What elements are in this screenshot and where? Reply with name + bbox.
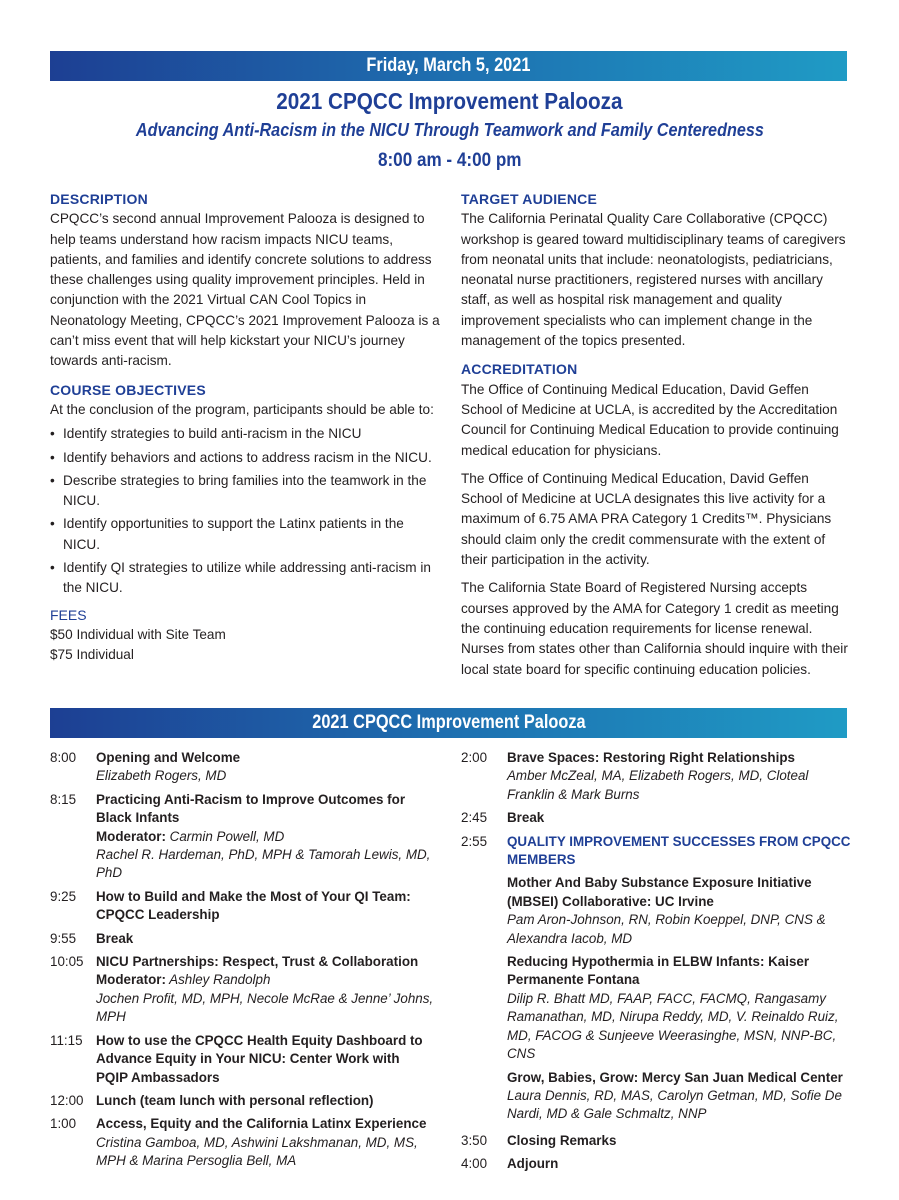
event-title: 2021 CPQCC Improvement Palooza (276, 88, 623, 114)
agenda-time: 11:15 (50, 1032, 83, 1048)
agenda-title: Opening and Welcome (96, 750, 241, 765)
qi-session (461, 874, 851, 948)
qi-session-title: Mother And Baby Substance Exposure Initiative (MBSEI) Collaborative: UC Irvine (507, 875, 812, 909)
qi-session-speakers: Laura Dennis, RD, MAS, Carolyn Getman, MD, Sofie De Nardi, MD & Gale Schmaltz, NNP (507, 1087, 842, 1122)
agenda-moderator: Moderator: Carmin Powell, MD (96, 828, 285, 844)
agenda-time: 2:00 (461, 750, 488, 765)
agenda-time: 8:15 (50, 791, 77, 807)
agenda-item (461, 1155, 851, 1173)
event-date: Friday, March 5, 2021 (366, 55, 531, 76)
qi-session (461, 953, 851, 1063)
agenda-title: Access, Equity and the California Latinx Experience (96, 1116, 427, 1132)
agenda-item (50, 953, 435, 1027)
accreditation-paragraph: The California State Board of Registered Nursing accepts courses approved by the AMA for Category 1 credit as meeting the continuing education requirements for license renewal. Nurses from states other than California should inquire with their local state board for specific continuing education policies. (461, 580, 848, 677)
agenda-speakers: Jochen Profit, MD, MPH, Necole McRae & Jenne’ Johns, MPH (96, 990, 434, 1025)
agenda-left-column (50, 749, 435, 1176)
qi-session-speakers: Dilip R. Bhatt MD, FAAP, FACC, FACMQ, Rangasamy Ramanathan, MD, Nirupa Reddy, MD, V. Reinaldo Ruiz, MD, FACOG & Sunjeeve Weerasinghe, MSN, NNP-BC, CNS (507, 990, 839, 1062)
agenda-speakers: Elizabeth Rogers, MD (96, 768, 227, 784)
objective-item: • Identify QI strategies to utilize while addressing anti-racism in the NICU. (50, 558, 440, 599)
agenda-item (50, 888, 435, 925)
agenda-item (461, 1132, 851, 1150)
agenda-time: 3:50 (461, 1132, 488, 1148)
objectives-intro: At the conclusion of the program, participants should be able to: (50, 401, 434, 417)
agenda-time: 9:55 (50, 930, 77, 946)
agenda-item (50, 1032, 435, 1087)
agenda-moderator: Moderator: Ashley Randolph (96, 972, 271, 988)
accreditation-paragraph: The Office of Continuing Medical Education, David Geffen School of Medicine at UCLA, is accredited by the Accreditation Council for Continuing Medical Education to provide continuing medical education for physicians. (461, 381, 839, 458)
event-subtitle: Advancing Anti-Racism in the NICU Through Teamwork and Family Centeredness (135, 120, 764, 140)
left-info-column (50, 189, 440, 666)
objectives-heading: COURSE OBJECTIVES (50, 381, 206, 398)
objective-item: • Identify behaviors and actions to address racism in the NICU. (50, 448, 440, 468)
agenda-speakers: Amber McZeal, MA, Elizabeth Rogers, MD, Cloteal Franklin & Mark Burns (507, 768, 809, 802)
qi-session-speakers: Pam Aron-Johnson, RN, Robin Koeppel, DNP, CNS & Alexandra Iacob, MD (507, 912, 826, 946)
agenda-title: NICU Partnerships: Respect, Trust & Collaboration (96, 954, 419, 970)
agenda-time: 1:00 (50, 1116, 77, 1132)
agenda-title: Practicing Anti-Racism to Improve Outcomes for Black Infants (96, 791, 406, 826)
fees-heading: FEES (50, 606, 87, 623)
agenda-title: How to Build and Make the Most of Your QI Team: CPQCC Leadership (96, 888, 411, 923)
objective-item: • Identify strategies to build anti-racism in the NICU (50, 424, 440, 444)
agenda-time: 9:25 (50, 888, 77, 904)
agenda-time: 4:00 (461, 1156, 488, 1172)
qi-session-title: Reducing Hypothermia in ELBW Infants: Kaiser Permanente Fontana (507, 954, 810, 988)
agenda-speakers: Rachel R. Hardeman, PhD, MPH & Tamorah Lewis, MD, PhD (96, 847, 431, 881)
agenda-title: Closing Remarks (507, 1132, 617, 1148)
agenda-title: Brave Spaces: Restoring Right Relationships (507, 750, 795, 765)
agenda-item (461, 833, 851, 870)
agenda-item (50, 1115, 435, 1170)
qi-section-title: QUALITY IMPROVEMENT SUCCESSES FROM CPQCC MEMBERS (507, 833, 851, 868)
agenda-item (50, 749, 435, 786)
agenda-speakers: Cristina Gamboa, MD, Ashwini Lakshmanan, MD, MS, MPH & Marina Persoglia Bell, MA (96, 1134, 418, 1169)
agenda-title: Adjourn (507, 1156, 559, 1172)
qi-session-title: Grow, Babies, Grow: Mercy San Juan Medical Center (507, 1069, 843, 1085)
agenda-time: 2:45 (461, 810, 488, 826)
agenda-item (50, 1092, 435, 1110)
agenda-title: How to use the CPQCC Health Equity Dashboard to Advance Equity in Your NICU: Center Work with PQIP Ambassadors (96, 1032, 423, 1085)
agenda-title: Break (96, 930, 134, 946)
audience-heading: TARGET AUDIENCE (461, 191, 597, 207)
date-banner (50, 51, 847, 81)
agenda-banner (50, 708, 847, 738)
agenda-item (50, 791, 435, 883)
agenda-title: 2021 CPQCC Improvement Palooza (311, 712, 586, 733)
agenda-time: 12:00 (50, 1092, 84, 1108)
accreditation-heading: ACCREDITATION (461, 361, 578, 378)
agenda-item (50, 930, 435, 948)
qi-session (461, 1069, 851, 1124)
event-time: 8:00 am - 4:00 pm (377, 150, 522, 171)
fee-item: $75 Individual (50, 647, 134, 663)
agenda-title: Break (507, 810, 545, 826)
audience-text: The California Perinatal Quality Care Collaborative (CPQCC) workshop is geared toward multidisciplinary teams of caregivers from neonatal units that include: neonatologists, pediatricians, neonatal nurse practitioners, registered nurses with ancillary staff, as well as hospital risk management and quality improvement specialists who can implement change in the management of the topics presented. (461, 211, 846, 349)
accreditation-paragraph: The Office of Continuing Medical Education, David Geffen School of Medicine at UCLA designates this live activity for a maximum of 6.75 AMA PRA Category 1 Credits™. Physicians should claim only the credit commensurate with the extent of their participation in the activity. (461, 470, 832, 568)
description-heading: DESCRIPTION (50, 191, 148, 207)
right-info-column (461, 189, 851, 680)
agenda-item (461, 809, 851, 827)
agenda-time: 10:05 (50, 954, 84, 970)
objective-item: • Describe strategies to bring families into the teamwork in the NICU. (50, 471, 440, 512)
agenda-time: 2:55 (461, 833, 488, 849)
agenda-title: Lunch (team lunch with personal reflection) (96, 1092, 374, 1108)
description-text: CPQCC’s second annual Improvement Palooza is designed to help teams understand how racism impacts NICU teams, patients, and families and identify concrete solutions to address these challenges using quality improvement principles. Held in conjunction with the 2021 Virtual CAN Cool Topics in Neonatology Meeting, CPQCC’s 2021 Improvement Palooza is a can’t miss event that will help kickstart your NICU’s journey towards anti-racism. (50, 211, 440, 369)
objectives-list (50, 424, 440, 598)
agenda-item (461, 749, 851, 804)
objective-item: • Identify opportunities to support the Latinx patients in the NICU. (50, 514, 440, 555)
fee-item: $50 Individual with Site Team (50, 626, 226, 642)
agenda-right-column (461, 749, 851, 1179)
agenda-time: 8:00 (50, 750, 77, 765)
